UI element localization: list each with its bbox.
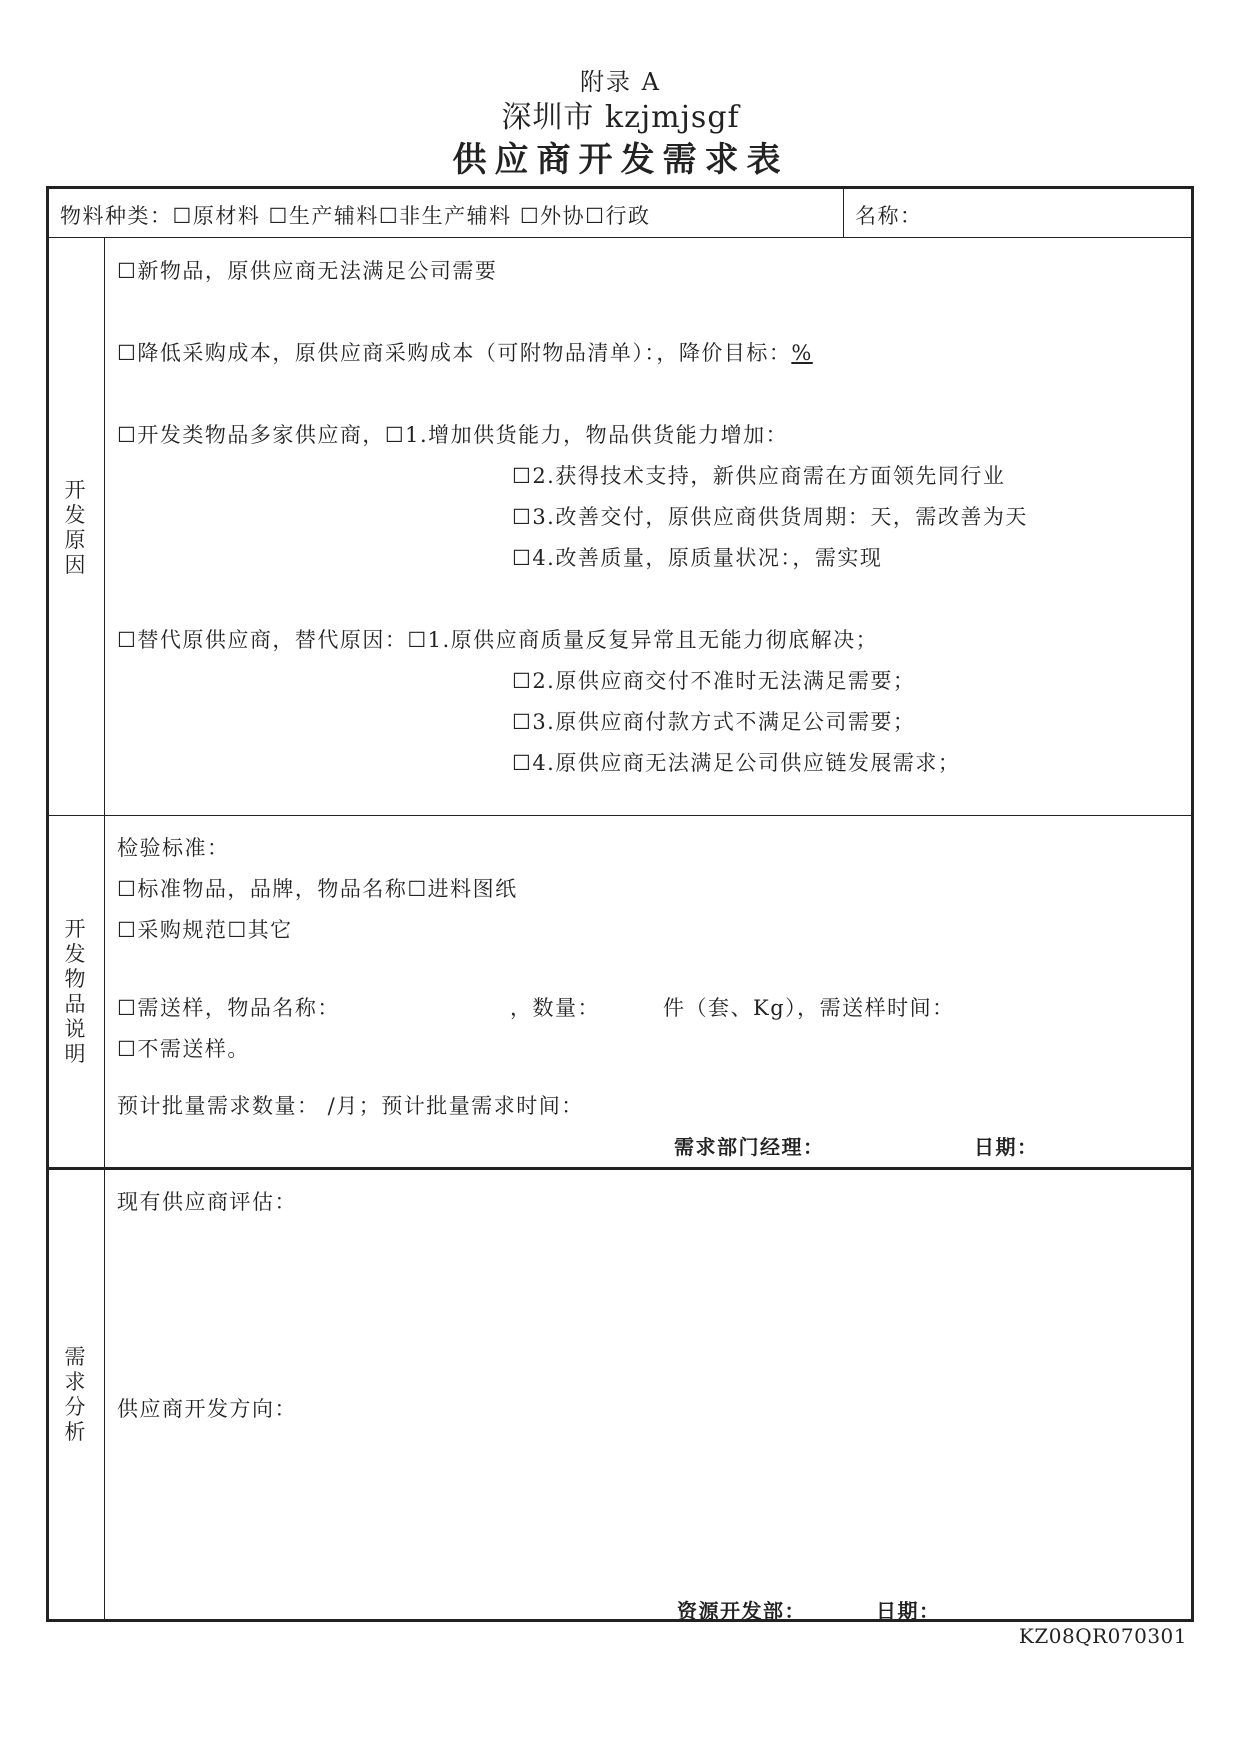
name-field-label: 名称：	[855, 204, 923, 228]
reason-section-label: 开 发 原 因	[64, 478, 86, 577]
sample-required-name: ☐需送样，物品名称：	[117, 996, 340, 1020]
replace-reason-payment: ☐3.原供应商付款方式不满足公司需要；	[512, 710, 916, 734]
purchase-spec-option: ☐采购规范☐其它	[117, 918, 293, 942]
form-title: 供应商开发需求表	[452, 140, 789, 180]
reason-delivery: ☐3.改善交付，原供应商供货周期：天，需改善为天	[512, 505, 1028, 529]
row-divider-3	[46, 1167, 1194, 1170]
reason-tech-support: ☐2.获得技术支持，新供应商需在方面领先同行业	[512, 464, 1006, 488]
inspection-standard-label: 检验标准：	[117, 836, 230, 860]
reason-quality: ☐4.改善质量，原质量状况：，需实现	[512, 546, 883, 570]
row-divider-1	[46, 237, 1194, 238]
reason-new-item: ☐新物品，原供应商无法满足公司需要	[117, 259, 498, 283]
dept-manager-label: 需求部门经理：	[674, 1135, 825, 1159]
analysis-date-label: 日期：	[876, 1599, 941, 1623]
item-section-label: 开 发 物 品 说 明	[64, 917, 86, 1066]
reason-cost-reduction: ☐降低采购成本，原供应商采购成本（可附物品清单）：，降价目标：%	[117, 341, 813, 365]
reason-multi-supplier: ☐开发类物品多家供应商，☐1.增加供货能力，物品供货能力增加：	[117, 423, 789, 447]
batch-demand-line: 预计批量需求数量： /月；预计批量需求时间：	[117, 1094, 584, 1118]
analysis-section-label: 需 求 分 析	[64, 1345, 86, 1444]
label-column-divider	[104, 238, 105, 1622]
development-direction-label: 供应商开发方向：	[117, 1397, 297, 1421]
appendix-label: 附录 A	[580, 68, 661, 96]
row-divider-2	[46, 815, 1194, 816]
name-divider	[843, 186, 844, 238]
company-name: 深圳市 kzjmjsgf	[501, 100, 740, 135]
form-code: KZ08QR070301	[1018, 1624, 1187, 1648]
material-category-options: 物料种类：☐原材料 ☐生产辅料☐非生产辅料 ☐外协☐行政	[60, 204, 651, 228]
standard-item-option: ☐标准物品，品牌，物品名称☐进料图纸	[117, 877, 518, 901]
sample-unit-time-label: 件（套、Kg），需送样时间：	[663, 996, 955, 1020]
reason-replace-supplier: ☐替代原供应商，替代原因：☐1.原供应商质量反复异常且无能力彻底解决；	[117, 628, 879, 652]
sample-quantity-label: ，数量：	[510, 996, 600, 1020]
item-date-label: 日期：	[974, 1135, 1039, 1159]
replace-reason-supply-chain: ☐4.原供应商无法满足公司供应链发展需求；	[512, 751, 961, 775]
replace-reason-delivery: ☐2.原供应商交付不准时无法满足需要；	[512, 669, 916, 693]
current-supplier-eval-label: 现有供应商评估：	[117, 1190, 297, 1214]
resource-dept-label: 资源开发部：	[677, 1599, 806, 1623]
no-sample-option: ☐不需送样。	[117, 1037, 250, 1061]
